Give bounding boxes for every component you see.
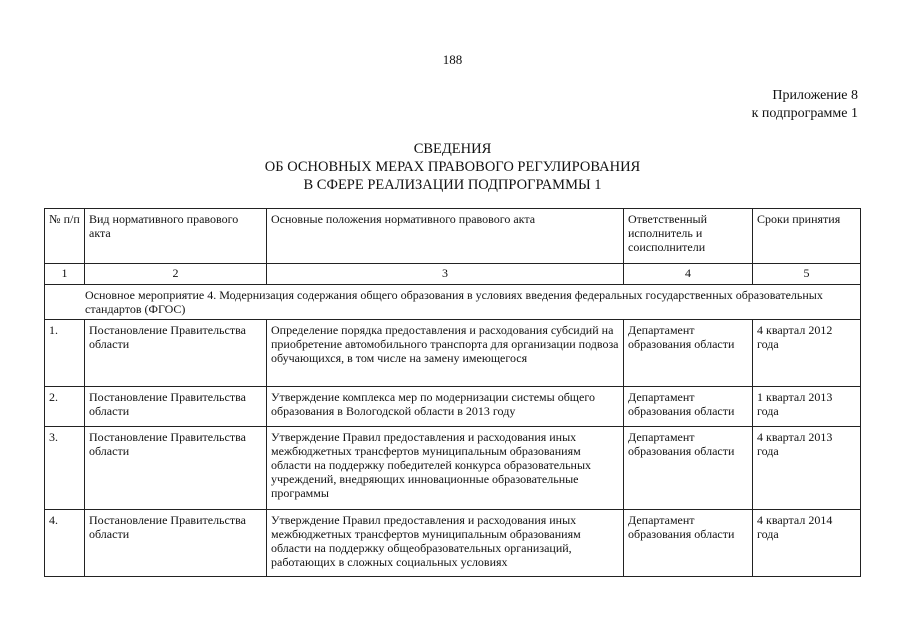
section-title: Основное мероприятие 4. Модернизация содержания общего образования в условиях введения федеральных государственных образовательных стандартов (ФГОС): [45, 285, 861, 320]
header-num: № п/п: [45, 209, 85, 264]
heading-line-3: В СФЕРЕ РЕАЛИЗАЦИИ ПОДПРОГРАММЫ 1: [303, 177, 602, 193]
row-kind: Постановление Правительства области: [85, 427, 267, 510]
row-num: 3.: [45, 427, 85, 510]
column-number: 2: [85, 264, 267, 285]
appendix-line-2: к подпрограмме 1: [751, 106, 858, 121]
header-responsible: Ответственный исполнитель и соисполнители: [624, 209, 753, 264]
row-provisions: Утверждение комплекса мер по модернизации системы общего образования в Вологодской области в 2013 году: [267, 387, 624, 427]
row-deadline: 4 квартал 2014 года: [753, 510, 861, 577]
legal-acts-table: [44, 208, 861, 577]
document-heading: [0, 140, 905, 194]
column-number: 1: [45, 264, 85, 285]
row-responsible: Департамент образования области: [624, 320, 753, 387]
column-number: 3: [267, 264, 624, 285]
header-deadline: Сроки принятия: [753, 209, 861, 264]
table-row: [45, 387, 861, 427]
row-deadline: 4 квартал 2012 года: [753, 320, 861, 387]
appendix-line-1: Приложение 8: [772, 88, 858, 103]
row-responsible: Департамент образования области: [624, 510, 753, 577]
row-provisions: Определение порядка предоставления и расходования субсидий на приобретение автомобильного транспорта для организации подвоза обучающихся, в том числе на замену имеющегося: [267, 320, 624, 387]
header-kind: Вид нормативного правового акта: [85, 209, 267, 264]
row-responsible: Департамент образования области: [624, 427, 753, 510]
row-deadline: 1 квартал 2013 года: [753, 387, 861, 427]
table-row: [45, 320, 861, 387]
row-provisions: Утверждение Правил предоставления и расходования иных межбюджетных трансфертов муниципальным образованиям области на поддержку победителей конкурса образовательных учреждений, внедряющих инновационные образовательные программы: [267, 427, 624, 510]
column-number: 4: [624, 264, 753, 285]
row-kind: Постановление Правительства области: [85, 510, 267, 577]
row-kind: Постановление Правительства области: [85, 387, 267, 427]
row-num: 2.: [45, 387, 85, 427]
heading-line-1: СВЕДЕНИЯ: [413, 141, 492, 157]
table-header-row: [45, 209, 861, 264]
appendix-note: [752, 87, 858, 123]
row-num: 1.: [45, 320, 85, 387]
row-provisions: Утверждение Правил предоставления и расходования иных межбюджетных трансфертов муниципальным образованиям области на поддержку общеобразовательных организаций, работающих в сложных социальных условиях: [267, 510, 624, 577]
page-number: 188: [442, 52, 463, 67]
row-num: 4.: [45, 510, 85, 577]
heading-line-2: ОБ ОСНОВНЫХ МЕРАХ ПРАВОВОГО РЕГУЛИРОВАНИЯ: [264, 159, 641, 175]
table-row: [45, 427, 861, 510]
row-responsible: Департамент образования области: [624, 387, 753, 427]
header-provisions: Основные положения нормативного правового акта: [267, 209, 624, 264]
table-row: [45, 510, 861, 577]
column-numbers-row: [45, 264, 861, 285]
column-number: 5: [753, 264, 861, 285]
row-deadline: 4 квартал 2013 года: [753, 427, 861, 510]
row-kind: Постановление Правительства области: [85, 320, 267, 387]
section-row: [45, 285, 861, 320]
